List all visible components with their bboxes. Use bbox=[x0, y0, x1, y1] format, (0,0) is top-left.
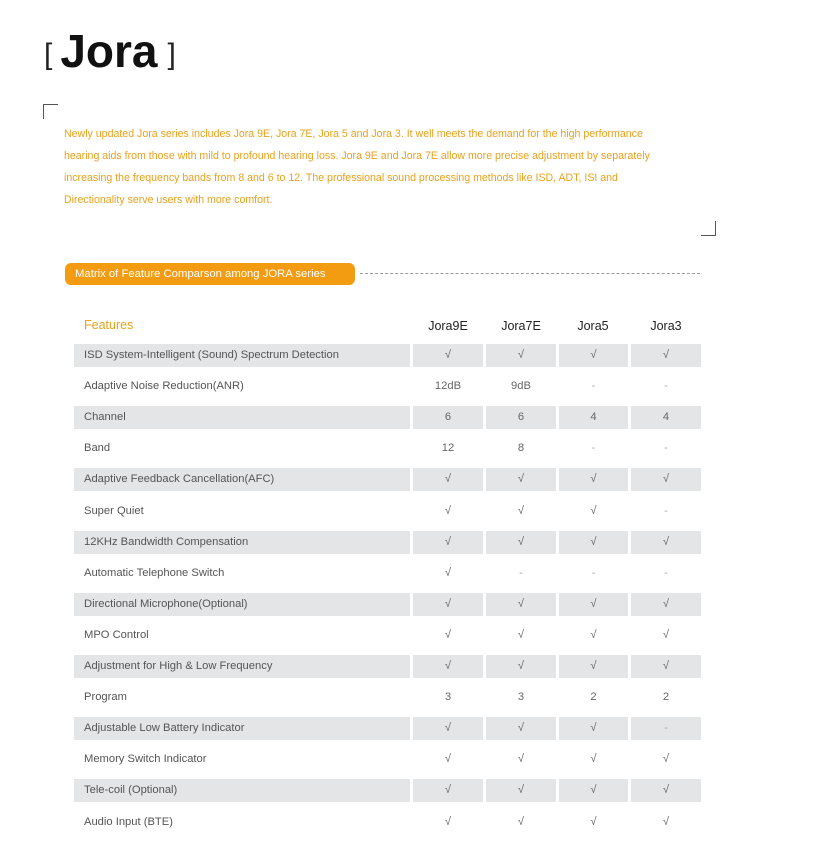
column-header-jora9e: Jora9E bbox=[428, 319, 468, 333]
value-cell: √ bbox=[486, 531, 556, 554]
value-cell: 2 bbox=[590, 691, 597, 704]
value-cell: √ bbox=[631, 468, 701, 491]
value-cell: √ bbox=[559, 468, 628, 491]
value-cell: - bbox=[664, 566, 668, 579]
feature-cell: Super Quiet bbox=[84, 504, 144, 517]
value-cell: √ bbox=[590, 815, 597, 828]
page-title bbox=[44, 24, 176, 78]
value-cell: √ bbox=[559, 531, 628, 554]
value-cell: 8 bbox=[517, 442, 525, 455]
value-cell: √ bbox=[517, 815, 525, 828]
value-cell: √ bbox=[413, 717, 483, 740]
value-cell: 9dB bbox=[511, 380, 531, 393]
value-cell: - bbox=[519, 566, 523, 579]
table-row bbox=[74, 686, 701, 709]
table-row bbox=[74, 717, 701, 740]
dashed-divider bbox=[360, 273, 700, 274]
table-row bbox=[74, 344, 701, 367]
value-cell: √ bbox=[413, 779, 483, 802]
intro-line: Newly updated Jora series includes Jora 9E, Jora 7E, Jora 5 and Jora 3. It well meets the demand for the high performance bbox=[64, 128, 643, 140]
value-cell: √ bbox=[590, 753, 597, 766]
value-cell: - bbox=[664, 504, 668, 517]
value-cell: √ bbox=[662, 753, 670, 766]
feature-cell: Memory Switch Indicator bbox=[84, 753, 207, 766]
value-cell: √ bbox=[590, 628, 597, 641]
table-row bbox=[74, 779, 701, 802]
value-cell: √ bbox=[486, 593, 556, 616]
value-cell: √ bbox=[631, 531, 701, 554]
table-row bbox=[74, 811, 701, 834]
feature-cell: Audio Input (BTE) bbox=[84, 815, 173, 828]
corner-mark-bottom-right bbox=[701, 221, 716, 236]
value-cell: √ bbox=[559, 344, 628, 367]
table-row bbox=[74, 562, 701, 585]
value-cell: √ bbox=[662, 815, 670, 828]
intro-line: hearing aids from those with mild to profound hearing loss. Jora 9E and Jora 7E allow more precise adjustment by separately bbox=[64, 150, 650, 162]
table-row bbox=[74, 375, 701, 398]
intro-paragraph bbox=[64, 123, 714, 211]
feature-cell: Band bbox=[84, 442, 111, 455]
value-cell: √ bbox=[413, 344, 483, 367]
table-row bbox=[74, 748, 701, 771]
value-cell: 3 bbox=[444, 691, 452, 704]
feature-cell: Adaptive Noise Reduction(ANR) bbox=[84, 380, 244, 393]
value-cell: √ bbox=[559, 717, 628, 740]
features-header: Features bbox=[84, 318, 134, 332]
value-cell: √ bbox=[559, 779, 628, 802]
column-header-jora7e: Jora7E bbox=[501, 319, 541, 333]
value-cell: √ bbox=[486, 779, 556, 802]
value-cell: √ bbox=[444, 815, 452, 828]
value-cell: √ bbox=[631, 655, 701, 678]
table-row bbox=[74, 437, 701, 460]
value-cell: - bbox=[664, 380, 668, 393]
value-cell: √ bbox=[444, 628, 452, 641]
feature-cell: Program bbox=[84, 691, 127, 704]
matrix-title-badge: Matrix of Feature Comparson among JORA series bbox=[65, 263, 355, 285]
column-header-jora5: Jora5 bbox=[577, 319, 609, 333]
feature-cell: Channel bbox=[74, 406, 410, 429]
value-cell: √ bbox=[590, 504, 597, 517]
value-cell: - bbox=[664, 442, 668, 455]
table-row bbox=[74, 500, 701, 523]
column-header-jora3: Jora3 bbox=[650, 319, 682, 333]
feature-cell: Adjustable Low Battery Indicator bbox=[74, 717, 410, 740]
feature-cell: MPO Control bbox=[84, 628, 149, 641]
value-cell: √ bbox=[517, 504, 525, 517]
table-row bbox=[74, 531, 701, 554]
value-cell: √ bbox=[517, 753, 525, 766]
title-close-bracket: ] bbox=[167, 38, 176, 71]
value-cell: √ bbox=[559, 655, 628, 678]
feature-cell: Adjustment for High & Low Frequency bbox=[74, 655, 410, 678]
value-cell: 4 bbox=[559, 406, 628, 429]
value-cell: √ bbox=[413, 468, 483, 491]
value-cell: - bbox=[591, 380, 596, 393]
value-cell: 12dB bbox=[434, 380, 462, 393]
value-cell: √ bbox=[662, 628, 670, 641]
table-row bbox=[74, 406, 701, 429]
value-cell: √ bbox=[631, 779, 701, 802]
table-row bbox=[74, 655, 701, 678]
feature-cell: ISD System-Intelligent (Sound) Spectrum Detection bbox=[74, 344, 410, 367]
value-cell: 12 bbox=[441, 442, 455, 455]
feature-cell: Automatic Telephone Switch bbox=[84, 566, 225, 579]
title-name: Jora bbox=[60, 25, 158, 77]
intro-line: Directionality serve users with more comfort. bbox=[64, 194, 273, 206]
value-cell: √ bbox=[413, 593, 483, 616]
value-cell: √ bbox=[486, 655, 556, 678]
value-cell: √ bbox=[486, 717, 556, 740]
value-cell: - bbox=[631, 717, 701, 740]
value-cell: √ bbox=[413, 531, 483, 554]
value-cell: √ bbox=[631, 593, 701, 616]
corner-mark-top-left bbox=[43, 104, 58, 119]
value-cell: - bbox=[591, 566, 596, 579]
value-cell: 3 bbox=[517, 691, 525, 704]
title-open-bracket: [ bbox=[44, 38, 53, 71]
value-cell: 2 bbox=[662, 691, 670, 704]
value-cell: 6 bbox=[486, 406, 556, 429]
value-cell: 6 bbox=[413, 406, 483, 429]
value-cell: √ bbox=[444, 566, 452, 579]
intro-line: increasing the frequency bands from 8 and 6 to 12. The professional sound processing methods like ISD, ADT, ISI and bbox=[64, 172, 618, 184]
value-cell: √ bbox=[517, 628, 525, 641]
table-row bbox=[74, 468, 701, 491]
feature-cell: Tele-coil (Optional) bbox=[74, 779, 410, 802]
value-cell: √ bbox=[444, 504, 452, 517]
value-cell: - bbox=[591, 442, 596, 455]
value-cell: √ bbox=[444, 753, 452, 766]
feature-cell: Directional Microphone(Optional) bbox=[74, 593, 410, 616]
feature-cell: 12KHz Bandwidth Compensation bbox=[74, 531, 410, 554]
value-cell: √ bbox=[559, 593, 628, 616]
value-cell: √ bbox=[486, 344, 556, 367]
value-cell: 4 bbox=[631, 406, 701, 429]
table-row bbox=[74, 593, 701, 616]
table-row bbox=[74, 624, 701, 647]
value-cell: √ bbox=[413, 655, 483, 678]
feature-cell: Adaptive Feedback Cancellation(AFC) bbox=[74, 468, 410, 491]
value-cell: √ bbox=[631, 344, 701, 367]
value-cell: √ bbox=[486, 468, 556, 491]
